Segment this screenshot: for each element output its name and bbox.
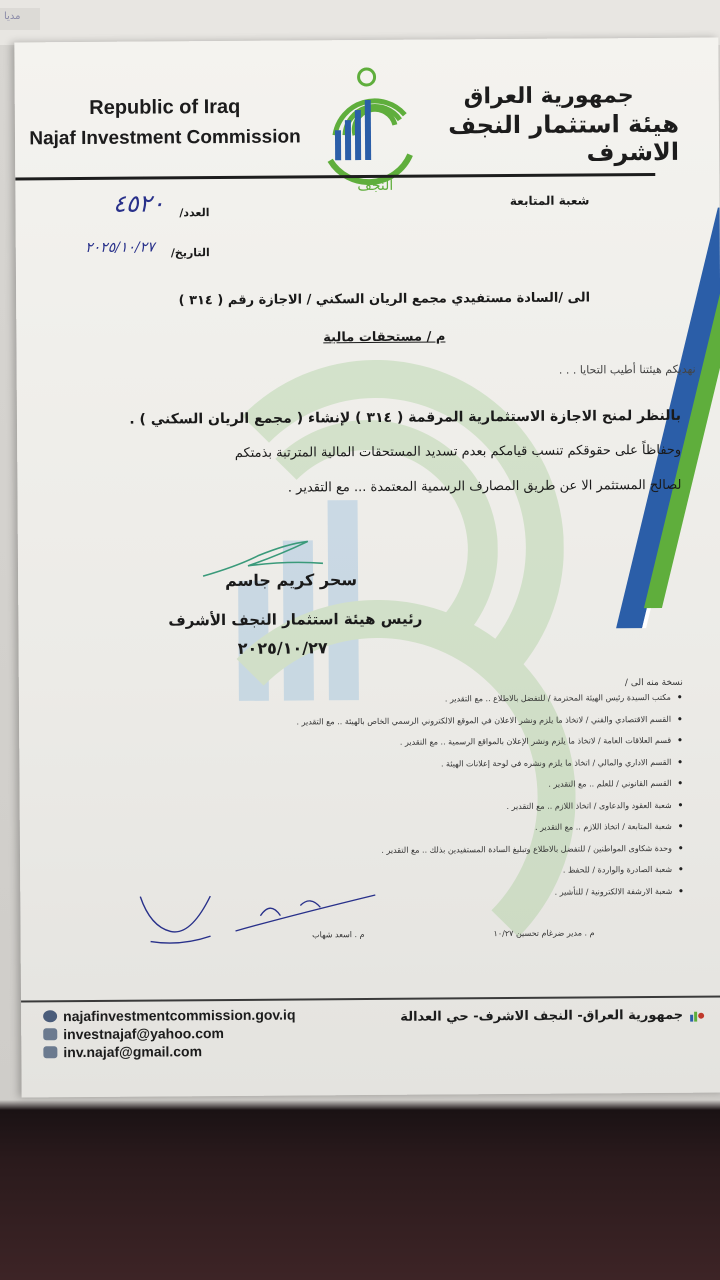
recipient-line: الى /السادة مستفيدي مجمع الريان السكني / الاجازة رقم ( ٣١٤ )	[178, 290, 591, 309]
copy-item: • شعبة الارشفة الالكترونية / للتأشير .	[244, 885, 684, 910]
initial-signature-left	[130, 886, 230, 957]
document-date: ٢٠٢٥/١٠/٢٧	[85, 239, 155, 256]
header-ar-commission: هيئة استثمار النجف الاشرف	[448, 109, 680, 167]
mail-icon	[43, 1028, 57, 1040]
body-line-2: وحفاظاً على حقوقكم تنسب قيامكم بعدم تسديد المستحقات المالية المترتبة بذمتكم	[234, 442, 682, 461]
body-line-1: بالنظر لمنح الاجازة الاستثمارية المرقمة ( ٣١٤ ) لإنشاء ( مجمع الريان السكني ) .	[129, 407, 682, 428]
contact-website	[43, 1006, 295, 1026]
location-icon	[689, 1009, 705, 1021]
department-label: شعبة المتابعة	[509, 193, 590, 209]
copy-item: • القسم الاداري والمالي / اتخاذ ما يلزم ونشره في لوحة إعلانات الهيئة .	[243, 756, 683, 781]
number-label: العدد/	[179, 206, 210, 220]
header-arabic	[379, 83, 680, 168]
copy-item: • وحدة شكاوى المواطنين / للتفضل بالاطلاع وتبليغ السادة المستفيدين بذلك .. مع التقدير .	[244, 842, 684, 867]
globe-icon	[43, 1010, 57, 1022]
greeting: نهديكم هيئتنا أطيب التحايا . . .	[558, 362, 696, 377]
initials-left: م . اسعد شهاب	[312, 930, 365, 940]
initials-right: م . مدير ضرغام تحسين ١٠/٢٧	[493, 928, 595, 939]
header-en-country: Republic of Iraq	[89, 95, 241, 119]
logo-text: النجف	[357, 177, 394, 195]
underlying-sheet-tab	[0, 8, 40, 30]
contact-email-1	[43, 1024, 295, 1044]
contact-email-2	[43, 1042, 295, 1062]
copy-item: • مكتب السيدة رئيس الهيئة المحترمة / للتفضل بالاطلاع .. مع التقدير .	[243, 692, 683, 717]
signatory-date: ٢٠٢٥/١٠/٢٧	[237, 638, 328, 658]
copy-item: • شعبة المتابعة / اتخاذ اللازم .. مع التقدير .	[244, 821, 684, 846]
official-letter	[14, 38, 720, 1098]
header-ar-country: جمهورية العراق	[463, 83, 634, 110]
copies-list	[243, 678, 685, 910]
body-line-3: لصالح المستثمر الا عن طريق المصارف الرسمية المعتمدة ... مع التقدير .	[287, 477, 682, 496]
header-en-commission: Najaf Investment Commission	[29, 126, 301, 150]
mail-icon	[43, 1046, 57, 1058]
address-text: جمهورية العراق- النجف الاشرف- حي العدالة	[400, 1007, 684, 1025]
document-number: ٤٥٢٠	[112, 189, 165, 218]
email1-text: investnajaf@yahoo.com	[63, 1025, 225, 1043]
website-text: najafinvestmentcommission.gov.iq	[63, 1006, 296, 1025]
copy-item: • القسم الاقتصادي والفني / لاتخاذ ما يلزم ونشر الاعلان في الموقع الالكتروني الرسمي الخاص بالهيئة .. مع التقدير .	[243, 713, 683, 738]
footer-address	[400, 1008, 705, 1025]
copy-item: • شعبة الصادرة والواردة / للحفظ .	[244, 864, 684, 889]
date-label: التاريخ/	[170, 246, 210, 260]
email2-text: inv.najaf@gmail.com	[63, 1043, 203, 1061]
signatory-title: رئيس هيئة استثمار النجف الأشرف	[168, 609, 423, 630]
underlying-sheet-text: مديا	[4, 11, 21, 22]
footer-divider	[21, 996, 720, 1003]
initial-signature-middle	[230, 885, 380, 936]
header-english	[15, 95, 315, 150]
copies-title: نسخة منه الى /	[624, 677, 683, 689]
copy-item: • شعبة العقود والدعاوى / اتخاذ اللازم .. مع التقدير .	[244, 799, 684, 824]
subject-line: م / مستحقات مالية	[323, 329, 446, 346]
footer-contacts	[43, 1006, 296, 1062]
copy-item: • القسم القانوني / للعلم .. مع التقدير .	[243, 778, 683, 803]
copy-item: • قسم العلاقات العامة / لاتخاذ ما يلزم ونشر الإعلان بالمواقع الرسمية .. مع التقدير .	[243, 735, 683, 760]
signatory-name: سحر كريم جاسم	[225, 570, 358, 591]
